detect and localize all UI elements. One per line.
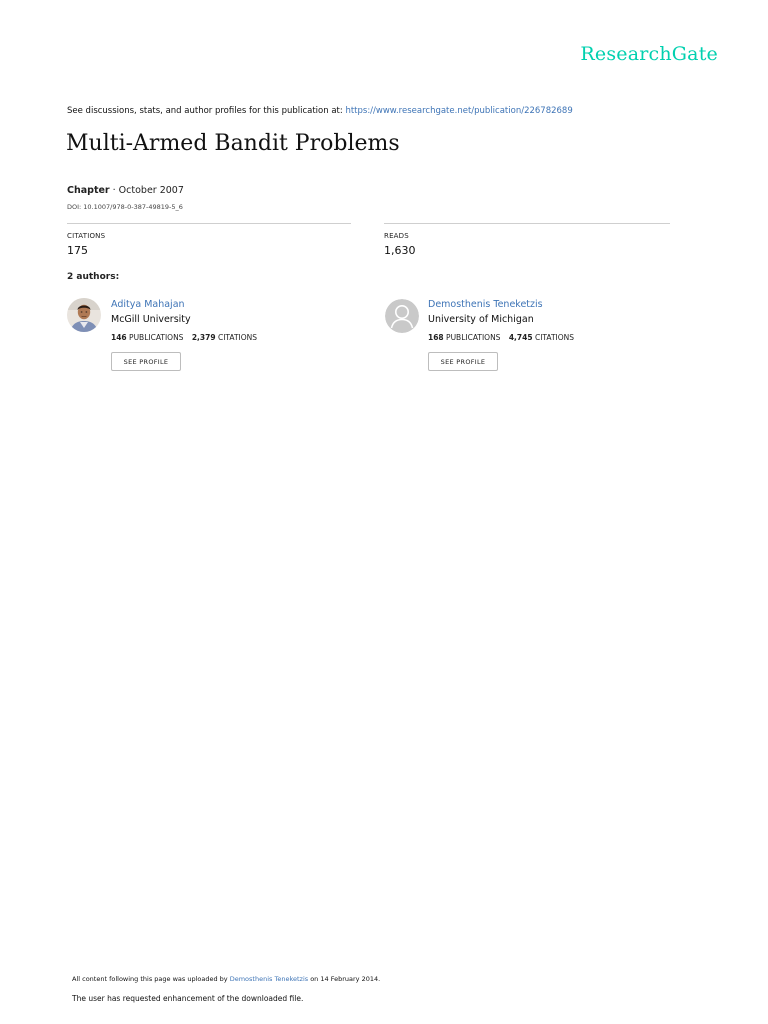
publication-title: Multi-Armed Bandit Problems	[66, 131, 400, 156]
upload-prefix: All content following this page was uploaded by	[72, 975, 230, 983]
researchgate-logo[interactable]: ResearchGate	[580, 43, 718, 65]
publication-url-link[interactable]: https://www.researchgate.net/publication/226782689	[345, 106, 573, 116]
author-counts	[111, 333, 257, 342]
author-institution: University of Michigan	[428, 314, 534, 325]
person-photo-icon	[67, 298, 101, 332]
citations-stat	[67, 223, 351, 257]
publications-count: 168	[428, 333, 444, 342]
author-card	[384, 298, 684, 378]
author-citations-label: CITATIONS	[534, 333, 575, 342]
publication-doi: DOI: 10.1007/978-0-387-49819-5_6	[67, 203, 183, 211]
default-avatar[interactable]	[385, 299, 419, 333]
author-institution: McGill University	[111, 314, 191, 325]
author-citations-count: 4,745	[508, 333, 533, 342]
publication-meta	[67, 185, 184, 196]
publications-count: 146	[111, 333, 127, 342]
author-name-link[interactable]: Demosthenis Teneketzis	[428, 299, 543, 310]
author-name-link[interactable]: Aditya Mahajan	[111, 299, 185, 310]
reads-label: READS	[384, 232, 409, 240]
author-citations-label: CITATIONS	[217, 333, 258, 342]
publication-date: · October 2007	[109, 185, 184, 196]
publications-label: PUBLICATIONS	[129, 333, 184, 342]
author-citations-count: 2,379	[191, 333, 216, 342]
citations-value: 175	[67, 244, 88, 257]
intro-line	[67, 106, 573, 116]
reads-stat	[384, 223, 670, 257]
upload-suffix: on 14 February 2014.	[308, 975, 381, 983]
citations-label: CITATIONS	[67, 232, 106, 240]
see-profile-button[interactable]: SEE PROFILE	[111, 352, 181, 371]
publication-type: Chapter	[67, 185, 110, 196]
author-card	[67, 298, 367, 378]
enhancement-notice: The user has requested enhancement of the downloaded file.	[72, 994, 304, 1003]
publications-label: PUBLICATIONS	[446, 333, 501, 342]
author-photo-avatar[interactable]	[67, 298, 101, 332]
intro-text: See discussions, stats, and author profiles for this publication at:	[67, 106, 346, 116]
uploader-link[interactable]: Demosthenis Teneketzis	[229, 975, 309, 983]
authors-heading: 2 authors:	[67, 272, 120, 282]
user-placeholder-icon	[385, 299, 419, 333]
see-profile-button[interactable]: SEE PROFILE	[428, 352, 498, 371]
author-counts	[428, 333, 574, 342]
reads-value: 1,630	[384, 244, 416, 257]
upload-notice	[72, 975, 380, 983]
